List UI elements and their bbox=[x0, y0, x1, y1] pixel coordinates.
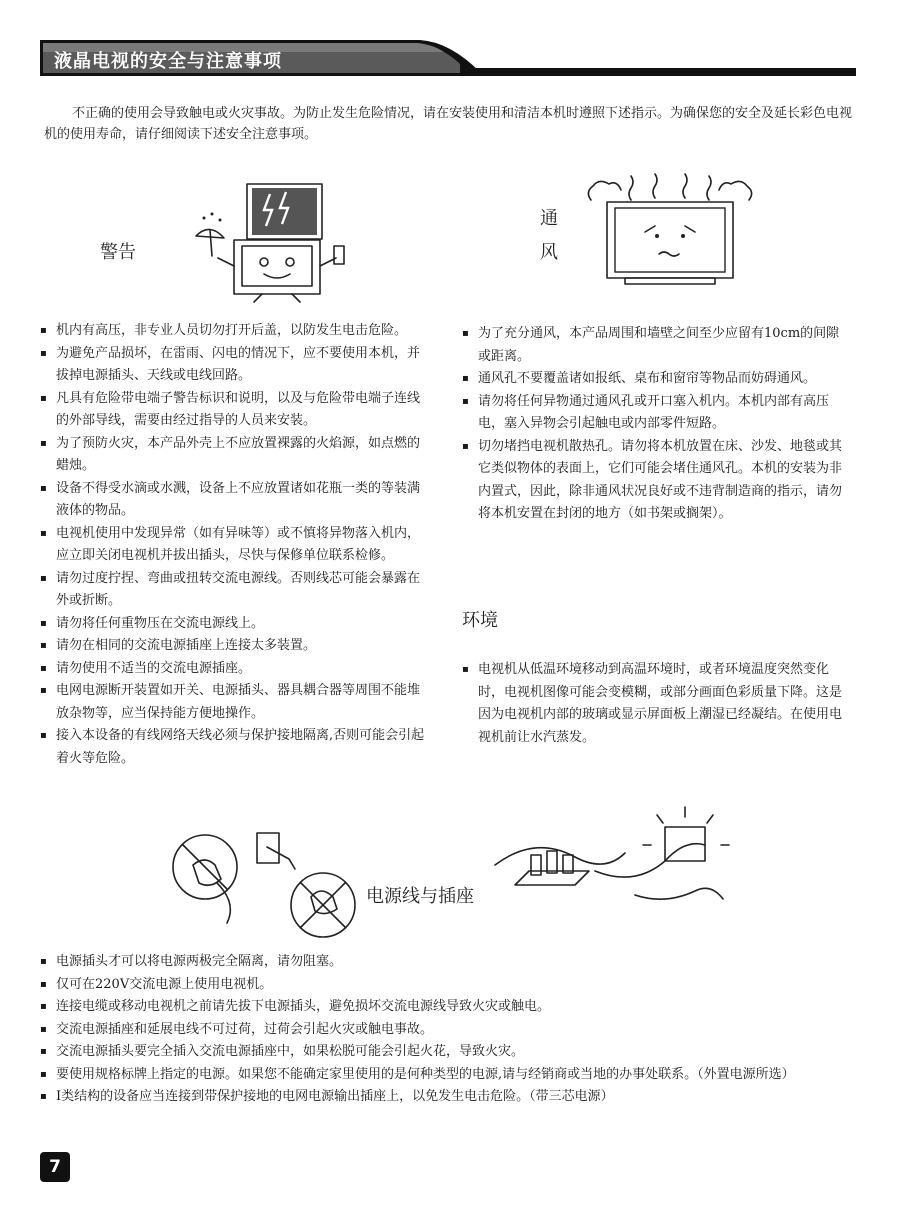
environment-list bbox=[462, 659, 850, 749]
page-title: 液晶电视的安全与注意事项 bbox=[54, 51, 282, 72]
list-item: ▪ 为了预防火灾，本产品外壳上不应放置裸露的火焰源，如点燃的蜡烛。 bbox=[40, 433, 428, 478]
list-item: ▪ 请勿过度拧捏、弯曲或扭转交流电源线。否则线芯可能会暴露在外或折断。 bbox=[40, 568, 428, 613]
ventilation-tv-illustration bbox=[585, 172, 755, 287]
list-item: ▪ 凡具有危险带电端子警告标识和说明，以及与危险带电端子连线的外部导线，需要由经过指导的人员来安装。 bbox=[40, 388, 428, 433]
list-item: ▪ 电视机从低温环境移动到高温环境时，或者环境温度突然变化时，电视机图像可能会变模糊，或部分画面色彩质量下降。这是因为电视机内部的玻璃或显示屏面板上潮湿已经凝结。在使用电视机前让水汽蒸发。 bbox=[462, 659, 850, 749]
intro-paragraph: 不正确的使用会导致触电或火灾事故。为防止发生危险情况，请在安装使用和清洁本机时遵照下述指示。为确保您的安全及延长彩色电视机的使用寿命，请仔细阅读下述安全注意事项。 bbox=[44, 106, 853, 142]
list-item: ▪ 连接电缆或移动电视机之前请先拔下电源插头，避免损坏交流电源线导致火灾或触电。 bbox=[40, 996, 856, 1019]
list-item: ▪ 仅可在220V交流电源上使用电视机。 bbox=[40, 974, 856, 997]
list-item: ▪ 请勿使用不适当的交流电源插座。 bbox=[40, 658, 428, 681]
list-item: ▪ 交流电源插座和延展电线不可过荷，过荷会引起火灾或触电事故。 bbox=[40, 1019, 856, 1042]
list-item: ▪ 为避免产品损坏，在雷雨、闪电的情况下，应不要使用本机，并拔掉电源插头、天线或电线回路。 bbox=[40, 343, 428, 388]
power-title: 电源线与插座 bbox=[366, 886, 474, 907]
list-item: ▪ 要使用规格标牌上指定的电源。如果您不能确定家里使用的是何种类型的电源,请与经销商或当地的办事处联系。（外置电源所选） bbox=[40, 1064, 856, 1087]
ventilation-label-2: 风 bbox=[540, 242, 558, 263]
list-item: ▪ Ⅰ类结构的设备应当连接到带保护接地的电网电源输出插座上，以免发生电击危险。（带三芯电源） bbox=[40, 1086, 856, 1109]
list-item: ▪ 电网电源断开装置如开关、电源插头、器具耦合器等周围不能堆放杂物等，应当保持能方便地操作。 bbox=[40, 680, 428, 725]
list-item: ▪ 机内有高压，非专业人员切勿打开后盖，以防发生电击危险。 bbox=[40, 320, 428, 343]
warning-label: 警告 bbox=[100, 242, 136, 263]
list-item: ▪ 设备不得受水滴或水溅，设备上不应放置诸如花瓶一类的等装满液体的物品。 bbox=[40, 478, 428, 523]
list-item: ▪ 电视机使用中发现异常（如有异味等）或不慎将异物落入机内，应立即关闭电视机并拔出插头，尽快与保修单位联系检修。 bbox=[40, 523, 428, 568]
power-list bbox=[40, 951, 856, 1109]
warning-tv-illustration bbox=[192, 176, 352, 306]
ventilation-list bbox=[462, 323, 850, 526]
list-item: ▪ 请勿将任何异物通过通风孔或开口塞入机内。本机内部有高压电，塞入异物会引起触电或内部零件短路。 bbox=[462, 391, 850, 436]
list-item: ▪ 交流电源插头要完全插入交流电源插座中，如果松脱可能会引起火花，导致火灾。 bbox=[40, 1041, 856, 1064]
list-item: ▪ 为了充分通风，本产品周围和墙壁之间至少应留有10cm的间隙或距离。 bbox=[462, 323, 850, 368]
list-item: ▪ 请勿在相同的交流电源插座上连接太多装置。 bbox=[40, 635, 428, 658]
list-item: ▪ 接入本设备的有线网络天线必须与保护接地隔离,否则可能会引起着火等危险。 bbox=[40, 725, 428, 770]
list-item: ▪ 请勿将任何重物压在交流电源线上。 bbox=[40, 613, 428, 636]
list-item: ▪ 电源插头才可以将电源两极完全隔离，请勿阻塞。 bbox=[40, 951, 856, 974]
warning-list bbox=[40, 320, 428, 770]
environment-title: 环境 bbox=[462, 610, 498, 631]
list-item: ▪ 通风孔不要覆盖诸如报纸、桌布和窗帘等物品而妨碍通风。 bbox=[462, 368, 850, 391]
ventilation-label-1: 通 bbox=[540, 208, 558, 229]
page-number: 7 bbox=[40, 1152, 70, 1182]
list-item: ▪ 切勿堵挡电视机散热孔。请勿将本机放置在床、沙发、地毯或其它类似物体的表面上，它们可能会堵住通风孔。本机的安装为非内置式，因此，除非通风状况良好或不违背制造商的指示，请勿将本机安置在封闭的地方（如书架或搁架）。 bbox=[462, 436, 850, 526]
